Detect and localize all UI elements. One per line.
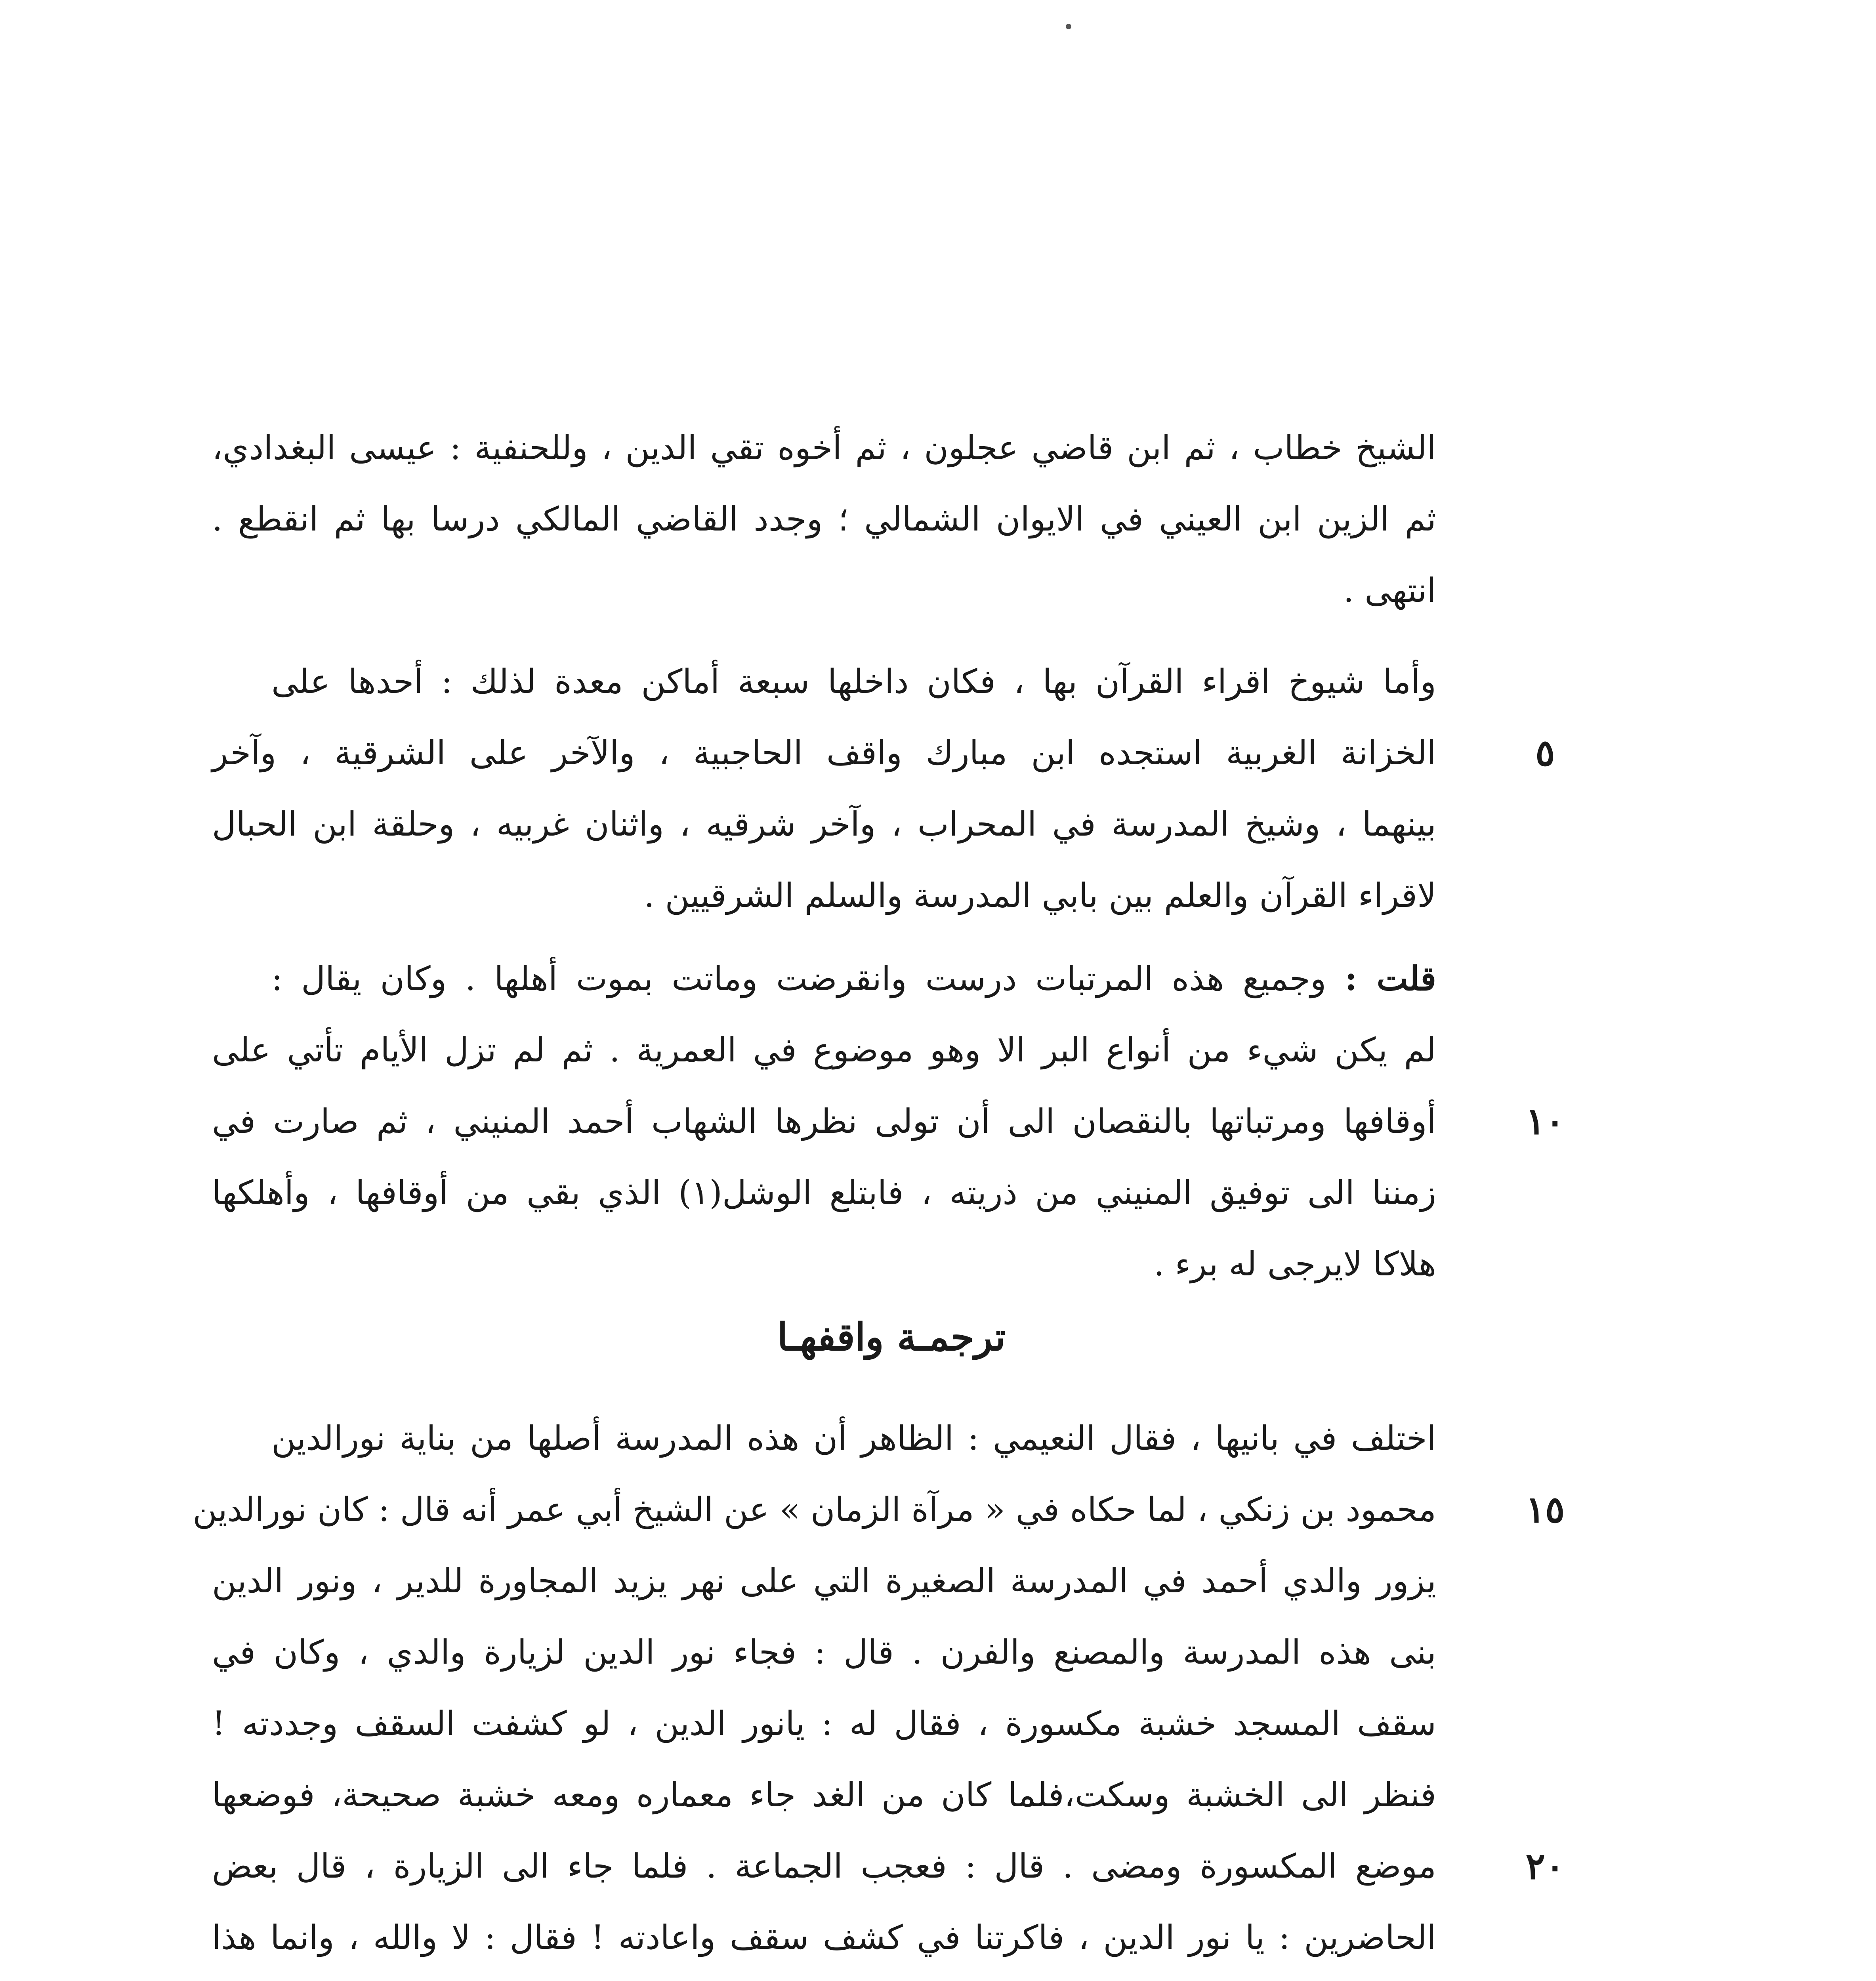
scan-speck <box>1066 24 1071 29</box>
text-line: بينهما ، وشيخ المدرسة في المحراب ، وآخر شرقيه ، واثنان غربيه ، وحلقة ابن الحبال <box>212 805 1436 844</box>
line-number: ٥ <box>1535 731 1555 774</box>
text-line: وأما شيوخ اقراء القرآن بها ، فكان داخلها سبعة أماكن معدة لذلك : أحدها على <box>271 662 1436 701</box>
text-line: محمود بن زنكي ، لما حكاه في « مرآة الزمان » عن الشيخ أبي عمر أنه قال : كان نورالدين <box>193 1490 1436 1529</box>
section-heading: ترجمـة واقفهـا <box>777 1315 1006 1359</box>
text-line: لاقراء القرآن والعلم بين بابي المدرسة والسلم الشرقيين . <box>644 876 1436 915</box>
text-line: فنظر الى الخشبة وسكت،فلما كان من الغد جاء معماره ومعه خشبة صحيحة، فوضعها <box>212 1775 1436 1814</box>
text-line: سقف المسجد خشبة مكسورة ، فقال له : يانور الدين ، لو كشفت السقف وجددته ! <box>212 1704 1436 1743</box>
text-line <box>271 951 1436 1006</box>
text-line: موضع المكسورة ومضى . قال : فعجب الجماعة . فلما جاء الى الزيارة ، قال بعض <box>212 1847 1436 1886</box>
text-line: زمننا الى توفيق المنيني من ذريته ، فابتلع الوشل(١) الذي بقي من أوقافها ، وأهلكها <box>212 1173 1436 1212</box>
text-line: يزور والدي أحمد في المدرسة الصغيرة التي على نهر يزيد المجاورة للدير ، ونور الدين <box>212 1561 1436 1600</box>
qultu-lead: قلت : <box>1345 959 1437 998</box>
text-line: انتهى . <box>1343 571 1436 610</box>
text-line: ثم الزين ابن العيني في الايوان الشمالي ؛ وجدد القاضي المالكي درسا بها ثم انقطع . <box>212 500 1436 538</box>
text-line: أوقافها ومرتباتها بالنقصان الى أن تولى نظرها الشهاب أحمد المنيني ، ثم صارت في <box>212 1102 1436 1141</box>
line-number: ١٥ <box>1525 1488 1565 1531</box>
text-line: لم يكن شيء من أنواع البر الا وهو موضوع في العمرية . ثم لم تزل الأيام تأتي على <box>212 1031 1436 1069</box>
line-number: ٢٠ <box>1525 1845 1565 1887</box>
text-line: الحاضرين : يا نور الدين ، فاكرتنا في كشف سقف واعادته ! فقال : لا والله ، وانما هذا <box>212 1918 1436 1957</box>
line-number: ١٠ <box>1525 1100 1565 1143</box>
text-line-rest: وجميع هذه المرتبات درست وانقرضت وماتت بموت أهلها . وكان يقال : <box>271 959 1326 998</box>
text-line: بنى هذه المدرسة والمصنع والفرن . قال : فجاء نور الدين لزيارة والدي ، وكان في <box>212 1633 1436 1672</box>
text-line: هلاكا لايرجى له برء . <box>1154 1244 1436 1283</box>
text-line: اختلف في بانيها ، فقال النعيمي : الظاهر أن هذه المدرسة أصلها من بناية نورالدين <box>271 1419 1436 1458</box>
text-line: الشيخ خطاب ، ثم ابن قاضي عجلون ، ثم أخوه تقي الدين ، وللحنفية : عيسى البغدادي، <box>212 428 1436 467</box>
text-line: الخزانة الغربية استجده ابن مبارك واقف الحاجبية ، والآخر على الشرقية ، وآخر <box>212 733 1436 772</box>
